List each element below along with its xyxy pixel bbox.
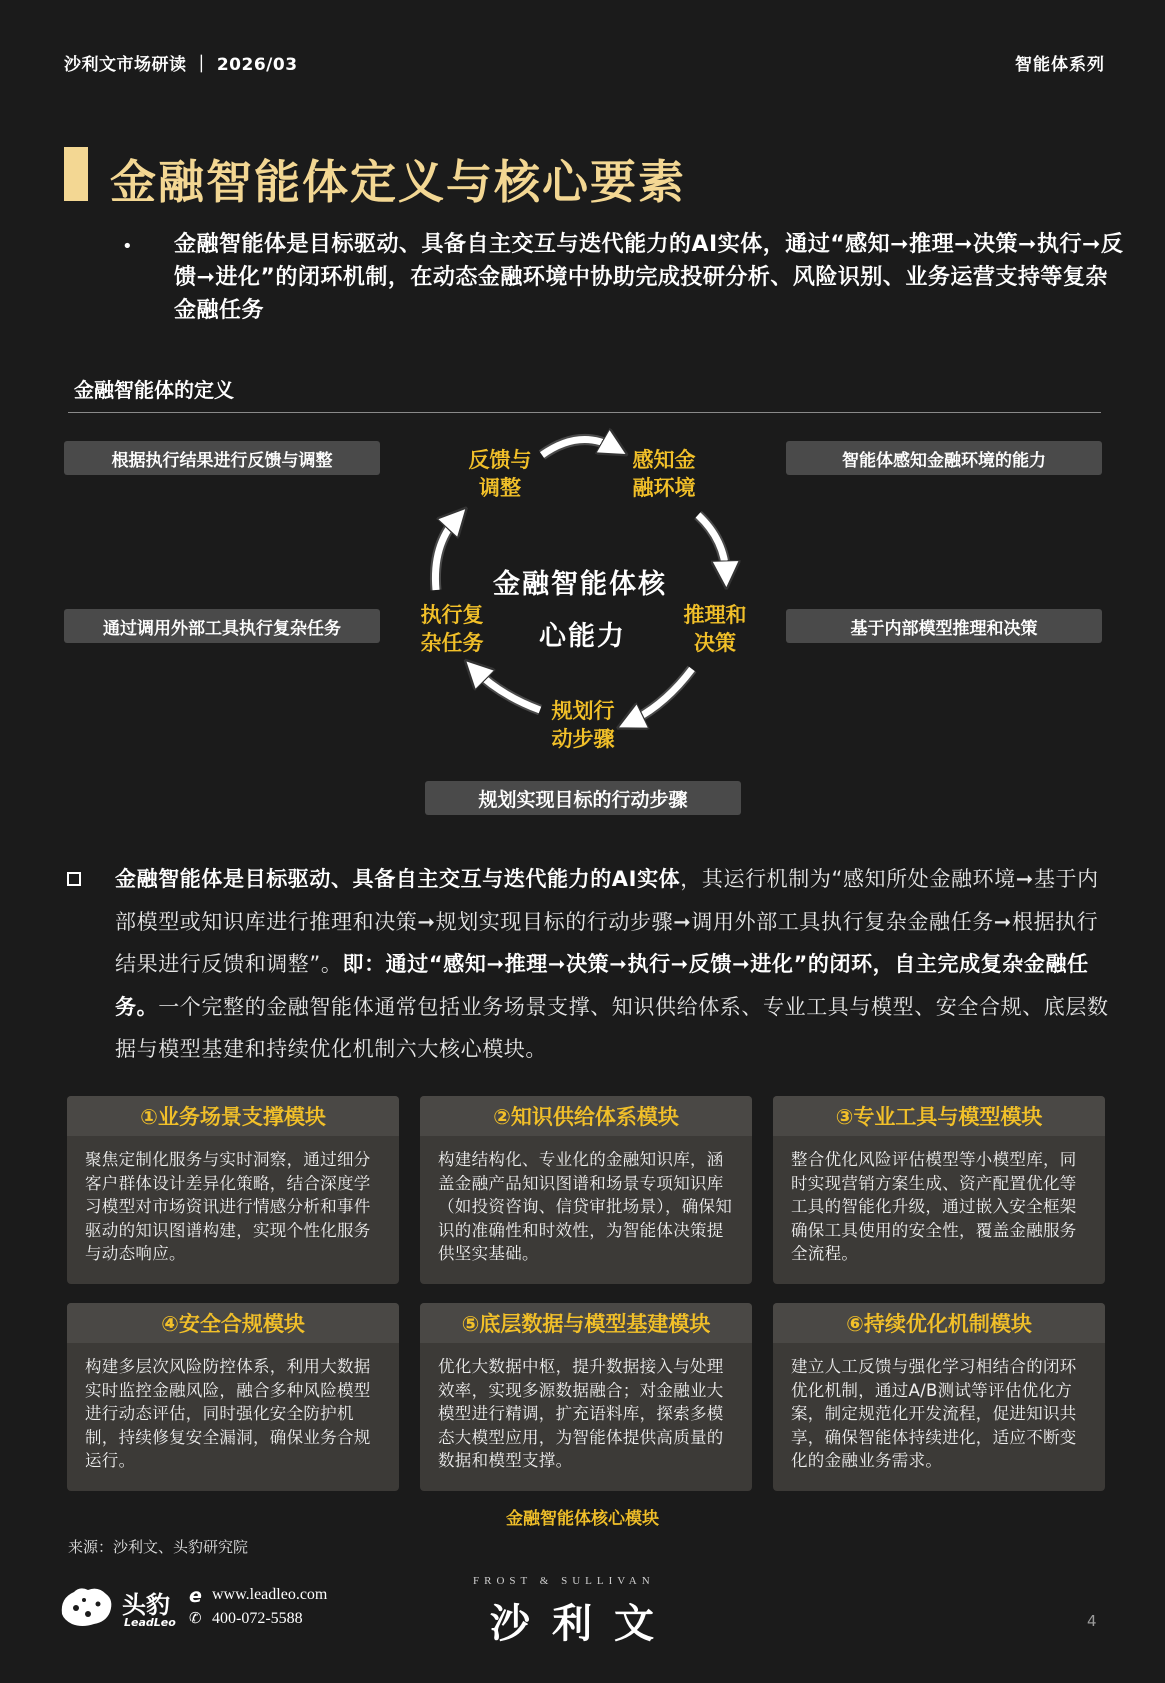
para-text-4: 一个完整的金融智能体通常包括业务场景支撑、知识供给体系、专业工具与模型、安全合规、底层数据与模型基建和持续优化机制六大核心模块。 <box>115 994 1109 1061</box>
website-link[interactable]: www.leadleo.com <box>212 1586 328 1603</box>
pill-execute-desc: 通过调用外部工具执行复杂任务 <box>64 609 380 643</box>
para-text-2: ，其运行机制为“感知所处金融环境➞基于内部模型或知识库进行推理和决策➞规划实现目标的行动步骤➞调用外部工具执行复杂金融任务➞根据执行结果进行反馈和调整”。 <box>115 867 1099 976</box>
section-label: 金融智能体的定义 <box>74 378 234 402</box>
module-card <box>773 1096 1105 1284</box>
module-card <box>420 1096 752 1284</box>
core-label-line2: 心能力 <box>539 621 626 652</box>
phone-icon: ✆ <box>189 1609 202 1627</box>
page-title: 金融智能体定义与核心要素 <box>110 155 686 209</box>
core-label-line1: 金融智能体核 <box>493 569 667 600</box>
module-card <box>773 1303 1105 1491</box>
module-card-body: 整合优化风险评估模型等小模型库，同时实现营销方案生成、资产配置优化等工具的智能化升级，通过嵌入安全框架确保工具使用的安全性，覆盖金融服务全流程。 <box>791 1150 1077 1263</box>
modules-caption: 金融智能体核心模块 <box>506 1509 659 1529</box>
cycle-perceive-label: 感知金 融环境 <box>632 448 696 500</box>
cycle-execute-label: 执行复 杂任务 <box>420 603 484 655</box>
header-report-series: 沙利文市场研读 ｜ 2026/03 <box>64 55 298 75</box>
pill-feedback-desc: 根据执行结果进行反馈与调整 <box>64 441 380 475</box>
bullet-dot: • <box>122 236 133 257</box>
module-card-title: ④安全合规模块 <box>67 1303 399 1343</box>
module-card <box>67 1303 399 1491</box>
pill-reason-desc: 基于内部模型推理和决策 <box>786 609 1102 643</box>
module-card-body: 建立人工反馈与强化学习相结合的闭环优化机制，通过A/B测试等评估优化方案，制定规范化开发流程，促进知识共享，确保智能体持续进化，适应不断变化的金融业务需求。 <box>791 1357 1077 1470</box>
sullivan-logo-text: 沙利文 <box>490 1601 676 1647</box>
body-paragraph <box>115 858 1115 1071</box>
para-bold-1: 金融智能体是目标驱动、具备自主交互与迭代能力的AI实体 <box>115 867 681 891</box>
module-card <box>420 1303 752 1491</box>
leadleo-brand-en: LeadLeo <box>124 1616 176 1629</box>
leopard-logo-icon <box>58 1584 116 1628</box>
module-card-title: ①业务场景支撑模块 <box>67 1096 399 1136</box>
checkbox-bullet-icon <box>67 872 81 886</box>
module-card-body: 优化大数据中枢，提升数据接入与处理效率，实现多源数据融合；对金融业大模型进行精调，扩充语料库，探索多模态大模型应用，为智能体提供高质量的数据和模型支撑。 <box>438 1357 724 1470</box>
title-accent-bar <box>64 147 88 201</box>
module-card-body: 聚焦定制化服务与实时洞察，通过细分客户群体设计差异化策略，结合深度学习模型对市场资讯进行情感分析和事件驱动的知识图谱构建，实现个性化服务与动态响应。 <box>85 1150 371 1263</box>
header-topic-series: 智能体系列 <box>1015 55 1105 75</box>
module-card <box>67 1096 399 1284</box>
module-card-title: ⑤底层数据与模型基建模块 <box>420 1303 752 1343</box>
section-divider <box>68 412 1101 413</box>
module-card-title: ②知识供给体系模块 <box>420 1096 752 1136</box>
intro-text: 金融智能体是目标驱动、具备自主交互与迭代能力的AI实体，通过“感知➞推理➞决策➞执行➞反馈➞进化”的闭环机制，在动态金融环境中协助完成投研分析、风险识别、业务运营支持等复杂金融任务 <box>174 232 1124 323</box>
web-icon: e <box>189 1585 202 1607</box>
pill-plan-desc: 规划实现目标的行动步骤 <box>425 781 741 815</box>
cycle-feedback-label: 反馈与 调整 <box>468 448 532 500</box>
module-card-body: 构建结构化、专业化的金融知识库，涵盖金融产品知识图谱和场景专项知识库（如投资咨询、信贷审批场景），确保知识的准确性和时效性，为智能体决策提供坚实基础。 <box>438 1150 733 1263</box>
cycle-reason-label: 推理和 决策 <box>683 603 747 655</box>
frost-sullivan-wordmark: FROST & SULLIVAN <box>473 1575 655 1587</box>
phone-number: 400-072-5588 <box>212 1610 303 1627</box>
page-number: 4 <box>1087 1612 1097 1630</box>
source-note: 来源：沙利文、头豹研究院 <box>68 1538 249 1556</box>
module-card-title: ⑥持续优化机制模块 <box>773 1303 1105 1343</box>
module-card-title: ③专业工具与模型模块 <box>773 1096 1105 1136</box>
leadleo-brand: 头豹 <box>122 1591 170 1619</box>
module-card-body: 构建多层次风险防控体系，利用大数据实时监控金融风险，融合多种风险模型进行动态评估，同时强化安全防护机制，持续修复安全漏洞，确保业务合规运行。 <box>85 1357 371 1470</box>
para-bold-3: 即：通过“感知➞推理➞决策➞执行➞反馈➞进化”的闭环，自主完成复杂金融任务。 <box>115 952 1089 1019</box>
pill-perceive-desc: 智能体感知金融环境的能力 <box>786 441 1102 475</box>
cycle-plan-label: 规划行 动步骤 <box>551 699 615 751</box>
